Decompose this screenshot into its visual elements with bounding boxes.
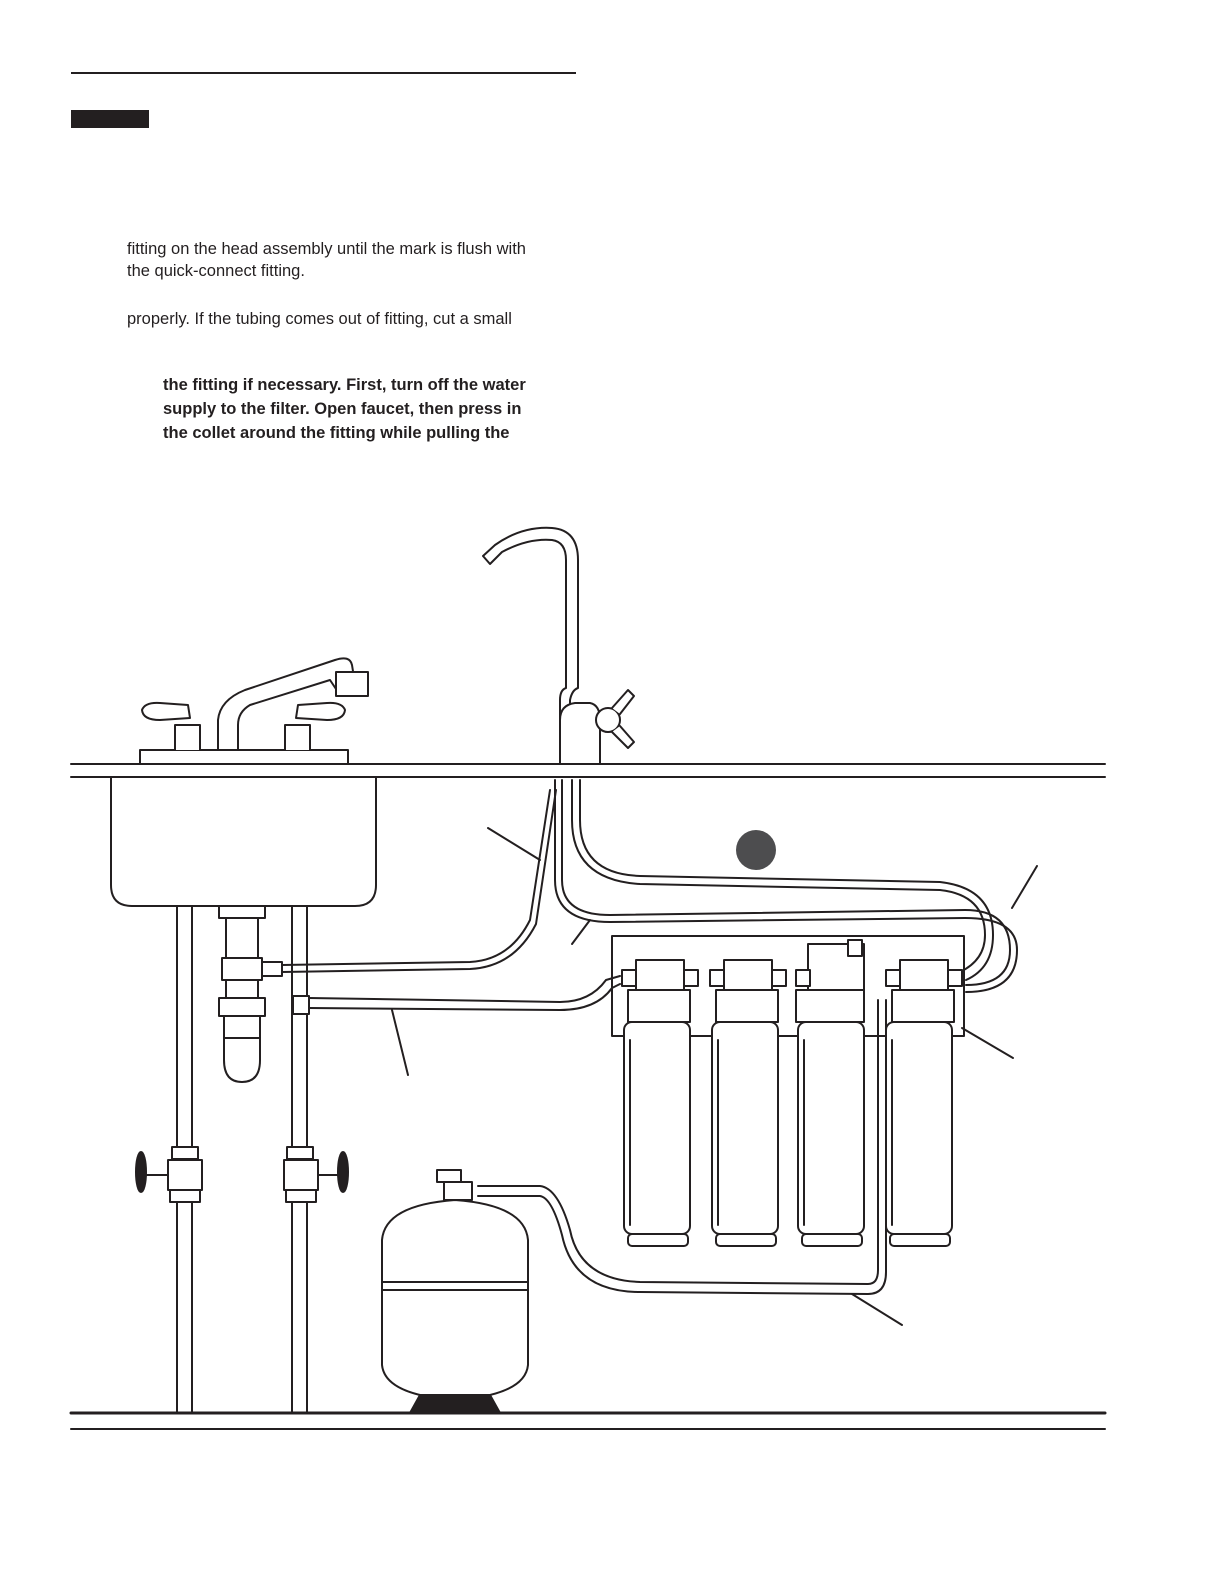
section-tab: [71, 110, 149, 128]
text-line: fitting on the head assembly until the mark is flush with: [127, 240, 526, 258]
filter-cartridge-icon: [796, 940, 864, 1246]
text-line: supply to the filter. Open faucet, then press in: [163, 400, 522, 418]
instruction-paragraph-1: [127, 238, 526, 282]
supply-tee: [293, 996, 309, 1014]
drain-tubing: [282, 790, 556, 972]
filter-cartridge-icon: [622, 960, 698, 1246]
cabinet-floor: [71, 1413, 1105, 1429]
text-line: properly. If the tubing comes out of fitting, cut a small: [127, 310, 512, 328]
filter-cartridge-icon: [710, 960, 786, 1246]
countertop: [71, 764, 1105, 777]
callout-dot-icon: [736, 830, 776, 870]
supply-valve-icon: [284, 1147, 348, 1202]
important-note: [163, 373, 526, 445]
instruction-paragraph-2: [127, 308, 512, 330]
text-line: the quick-connect fitting.: [127, 262, 305, 280]
feed-tubing: [309, 976, 620, 1010]
kitchen-faucet-icon: [140, 658, 368, 764]
drain-pipe-icon: [219, 906, 282, 1082]
supply-valve-icon: [136, 1147, 202, 1202]
ro-faucet-icon: [483, 528, 634, 764]
sink-icon: [111, 777, 376, 906]
installation-diagram: [0, 480, 1225, 1585]
filter-cartridge-icon: [886, 960, 962, 1246]
text-line: the fitting if necessary. First, turn off the water: [163, 376, 526, 394]
header-rule: [71, 72, 576, 74]
text-line: the collet around the fitting while pulling the: [163, 424, 510, 442]
faucet-tubing: [572, 780, 993, 980]
storage-tank-icon: [382, 1170, 528, 1413]
